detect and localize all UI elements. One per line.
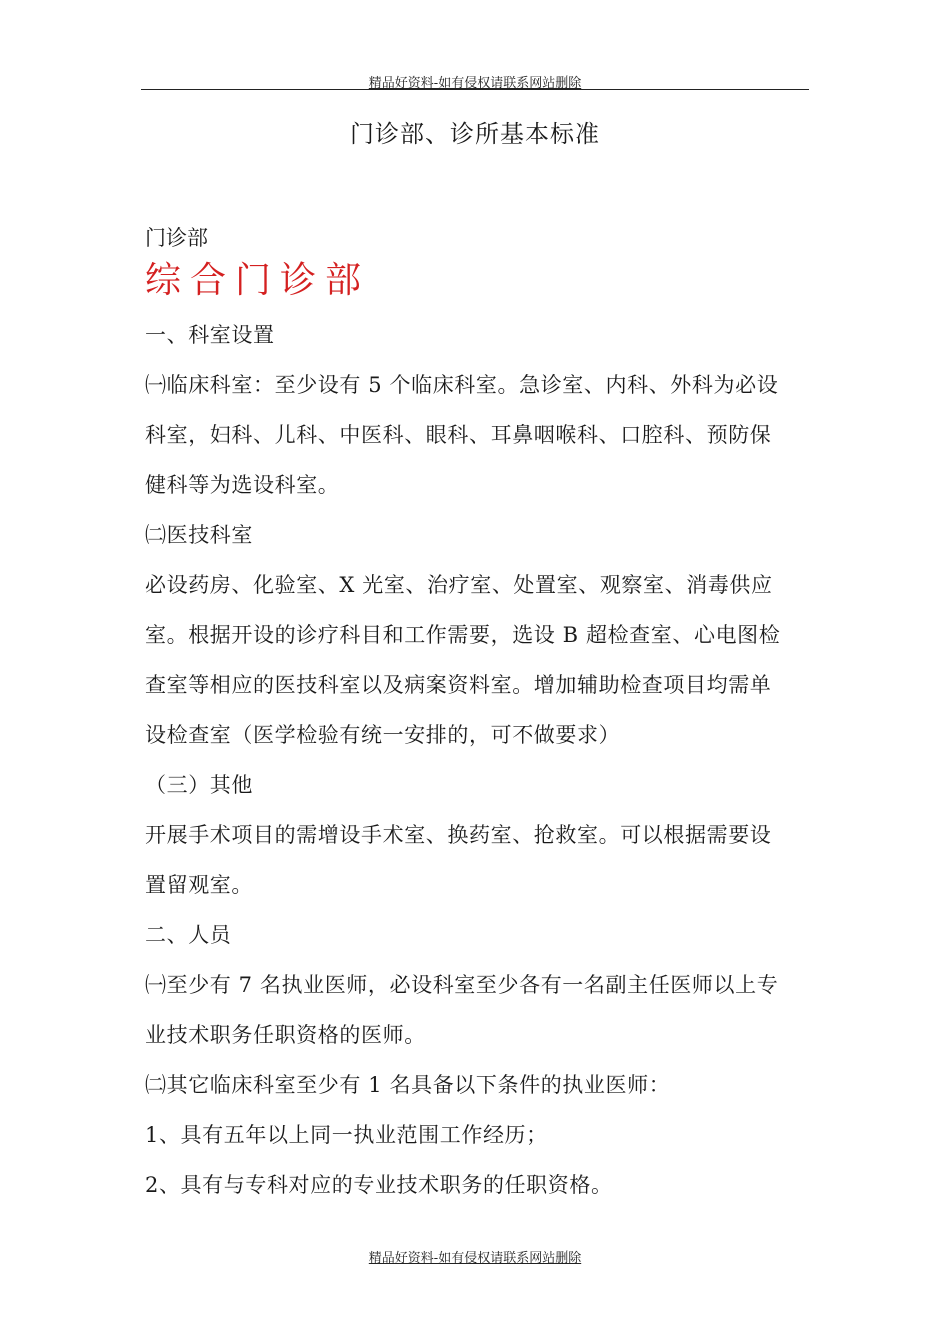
text-line: ㈡医技科室: [145, 523, 253, 547]
text-line: 开展手术项目的需增设手术室、换药室、抢救室。可以根据需要设: [145, 823, 772, 847]
text-line: 置留观室。: [145, 873, 253, 897]
body-text: [145, 317, 805, 1217]
section-label: 门诊部: [145, 226, 208, 250]
text-line: 二、人员: [145, 923, 232, 947]
text-line: 一、科室设置: [145, 323, 275, 347]
text-line: ㈡其它临床科室至少有 1 名具备以下条件的执业医师：: [145, 1073, 671, 1097]
header-rule: [141, 89, 809, 90]
red-heading: 综合门诊部: [145, 260, 371, 301]
text-line: 健科等为选设科室。: [145, 473, 340, 497]
text-line: 科室，妇科、儿科、中医科、眼科、耳鼻咽喉科、口腔科、预防保: [145, 423, 772, 447]
page-footer: 精品好资料-如有侵权请联系网站删除: [368, 1251, 582, 1266]
page-header: 精品好资料-如有侵权请联系网站删除: [368, 76, 582, 91]
text-line: 业技术职务任职资格的医师。: [145, 1023, 426, 1047]
text-line: 设检查室（医学检验有统一安排的，可不做要求）: [145, 723, 621, 747]
text-line: 2、具有与专科对应的专业技术职务的任职资格。: [145, 1173, 613, 1197]
text-line: （三）其他: [145, 773, 253, 797]
text-line: 室。根据开设的诊疗科目和工作需要，选设 B 超检查室、心电图检: [145, 623, 781, 647]
text-line: 查室等相应的医技科室以及病案资料室。增加辅助检查项目均需单: [145, 673, 772, 697]
text-line: ㈠临床科室：至少设有 5 个临床科室。急诊室、内科、外科为必设: [145, 373, 779, 397]
document-title: 门诊部、诊所基本标准: [350, 120, 600, 148]
text-line: 1、具有五年以上同一执业范围工作经历；: [145, 1123, 548, 1147]
text-line: 必设药房、化验室、X 光室、治疗室、处置室、观察室、消毒供应: [145, 573, 773, 597]
text-line: ㈠至少有 7 名执业医师，必设科室至少各有一名副主任医师以上专: [145, 973, 779, 997]
